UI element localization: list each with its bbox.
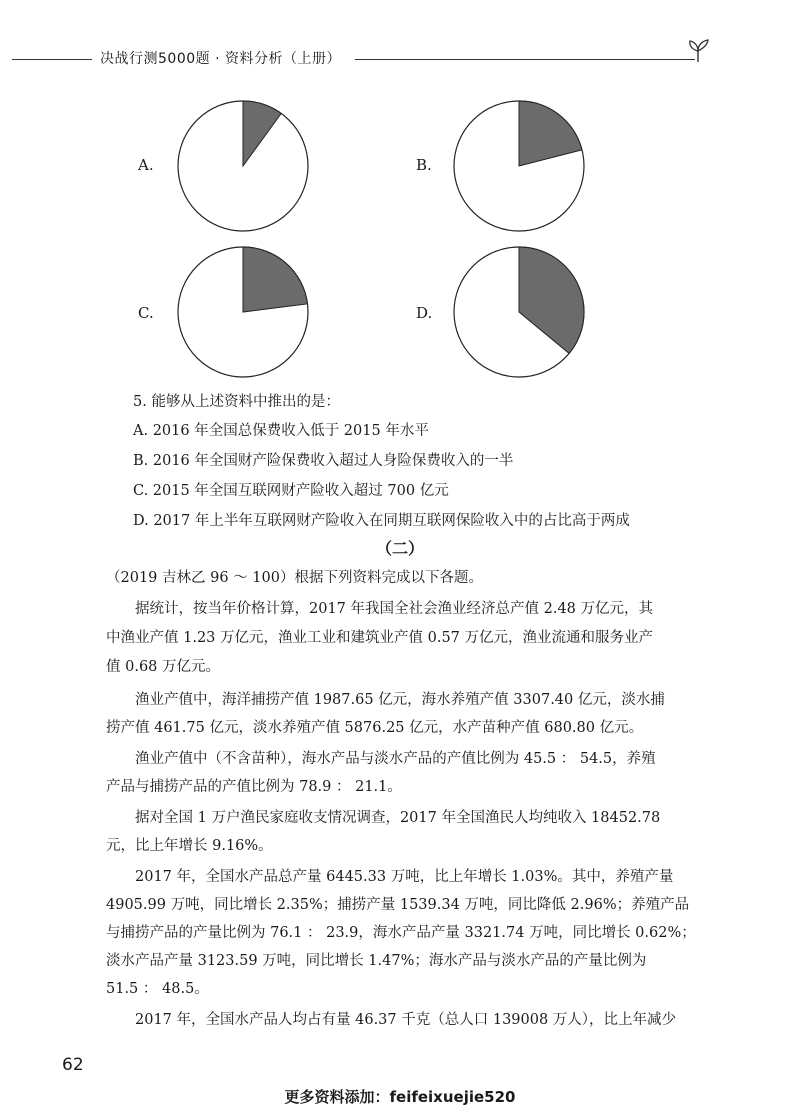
paragraph-line: 产品与捕捞产品的产值比例为 78.9 ： 21.1。 <box>106 779 402 795</box>
option-a-label: A. <box>138 156 154 174</box>
paragraph-line: 据统计，按当年价格计算，2017 年我国全社会渔业经济总产值 2.48 万亿元，其 <box>135 601 654 617</box>
pie-chart-a <box>176 99 310 233</box>
paragraph-line: 中渔业产值 1.23 万亿元，渔业工业和建筑业产值 0.57 万亿元，渔业流通和服务业产 <box>106 630 654 646</box>
paragraph-line: 2017 年，全国水产品总产量 6445.33 万吨，比上年增长 1.03%。其中，养殖产量 <box>135 869 674 885</box>
paragraph-line: 据对全国 1 万户渔民家庭收支情况调查，2017 年全国渔民人均纯收入 18452.78 <box>135 810 661 826</box>
option-c-label: C. <box>138 304 154 322</box>
pie-chart-c <box>176 245 310 379</box>
book-title: 决战行测5000题 · 资料分析（上册） <box>100 51 341 67</box>
question-5-option-a: A. 2016 年全国总保费收入低于 2015 年水平 <box>133 423 429 439</box>
paragraph-line: 51.5 ： 48.5。 <box>106 981 209 997</box>
pie-c-shaded-slice <box>243 247 307 312</box>
paragraph-line: 与捕捞产品的产量比例为 76.1 ： 23.9，海水产品产量 3321.74 万吨，同比增长 0.62%； <box>106 925 696 941</box>
option-d-label: D. <box>416 304 433 322</box>
pie-chart-d <box>452 245 586 379</box>
paragraph-line: 值 0.68 万亿元。 <box>106 659 221 675</box>
running-header <box>0 46 800 72</box>
section-intro: （2019 吉林乙 96 ～ 100）根据下列资料完成以下各题。 <box>106 570 483 586</box>
header-rule-left <box>12 59 92 60</box>
paragraph-line: 捞产值 461.75 亿元，淡水养殖产值 5876.25 亿元，水产苗种产值 680.80 亿元。 <box>106 720 644 736</box>
footer-note: 更多资料添加：feifeixuejie520 <box>284 1088 516 1106</box>
question-5-option-d: D. 2017 年上半年互联网财产险收入在同期互联网保险收入中的占比高于两成 <box>133 513 630 529</box>
sprout-icon <box>683 34 713 64</box>
page-number: 62 <box>62 1055 84 1075</box>
paragraph-line: 元，比上年增长 9.16%。 <box>106 838 273 854</box>
pie-chart-b <box>452 99 586 233</box>
header-rule-right <box>355 59 695 60</box>
paragraph-line: 渔业产值中（不含苗种），海水产品与淡水产品的产值比例为 45.5 ： 54.5，养殖 <box>135 751 656 767</box>
section-title: （二） <box>376 539 425 558</box>
paragraph-line: 淡水产品产量 3123.59 万吨，同比增长 1.47%；海水产品与淡水产品的产量比例为 <box>106 953 647 969</box>
option-b-label: B. <box>416 156 432 174</box>
question-5-option-c: C. 2015 年全国互联网财产险收入超过 700 亿元 <box>133 483 449 499</box>
paragraph-line: 4905.99 万吨，同比增长 2.35%；捕捞产量 1539.34 万吨，同比降低 2.96%；养殖产品 <box>106 897 690 913</box>
question-5-stem: 5. 能够从上述资料中推出的是： <box>133 394 340 410</box>
paragraph-line: 2017 年，全国水产品人均占有量 46.37 千克（总人口 139008 万人），比上年减少 <box>135 1012 677 1028</box>
question-5-option-b: B. 2016 年全国财产险保费收入超过人身险保费收入的一半 <box>133 453 514 469</box>
paragraph-line: 渔业产值中，海洋捕捞产值 1987.65 亿元，海水养殖产值 3307.40 亿元，淡水捕 <box>135 692 665 708</box>
